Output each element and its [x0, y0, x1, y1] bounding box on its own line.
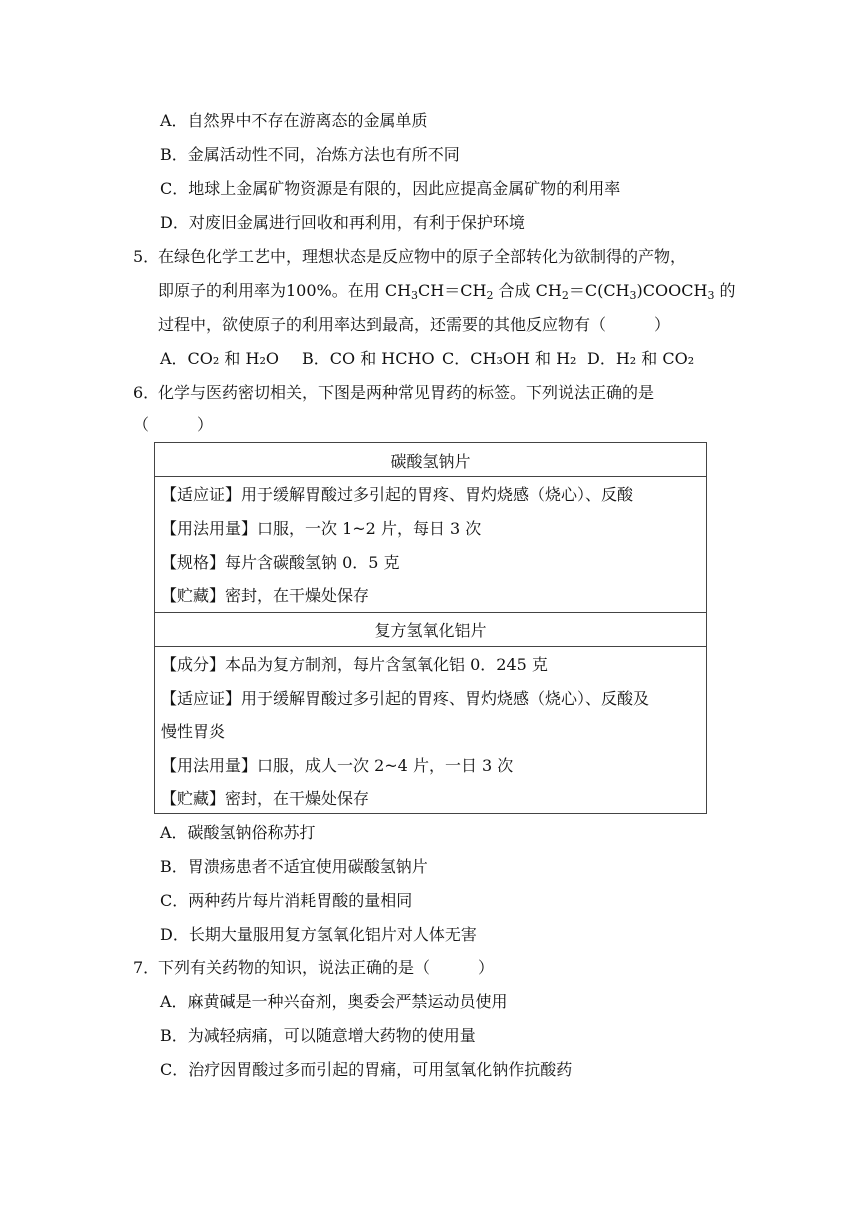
q7-option-a: A．麻黄碱是一种兴奋剂，奥委会严禁运动员使用 [160, 992, 508, 1011]
q5-stem-line3: 过程中，欲使原子的利用率达到最高，还需要的其他反应物有（ ） [158, 315, 671, 334]
label1-indication: 【适应证】用于缓解胃酸过多引起的胃疼、胃灼烧感（烧心）、反酸 [161, 485, 634, 504]
label2-indication-line2: 慢性胃炎 [161, 722, 226, 741]
q5-stem-line1: 在绿色化学工艺中，理想状态是反应物中的原子全部转化为欲制得的产物， [158, 247, 687, 266]
q6-stem-line1: 化学与医药密切相关，下图是两种常见胃药的标签。下列说法正确的是 [158, 383, 655, 402]
q6-option-c: C．两种药片每片消耗胃酸的量相同 [160, 891, 413, 910]
label2-indication-line1: 【适应证】用于缓解胃酸过多引起的胃疼、胃灼烧感（烧心）、反酸及 [161, 689, 650, 708]
q5-stem-line2: 即原子的利用率为100%。在用 $CH_3CH=CH_2$ 合成 $CH_2=C(CH_3)COOCH_3$ 的 [158, 281, 736, 302]
q6-number: 6． [133, 383, 160, 402]
label2-title: 复方氢氧化铝片 [374, 621, 487, 640]
label2-composition: 【成分】本品为复方制剂，每片含氢氧化铝 0．245 克 [161, 655, 548, 674]
q6-stem-line2: （ ） [133, 415, 214, 434]
q5-stem-line2-part3: 合成 CH [498, 281, 562, 300]
q5-stem-line2-part6: 的 [719, 281, 736, 300]
q4-option-c: C．地球上金属矿物资源是有限的，因此应提高金属矿物的利用率 [160, 179, 621, 198]
q7-option-c: C．治疗因胃酸过多而引起的胃痛，可用氢氧化钠作抗酸药 [160, 1060, 573, 1079]
q5-option-d: D．H₂ 和 CO₂ [587, 349, 695, 368]
labels-divider [155, 612, 706, 613]
q5-number: 5． [133, 247, 160, 266]
q5-stem-line2-part2: CH＝CH [418, 281, 487, 300]
label1-usage: 【用法用量】口服，一次 1~2 片，每日 3 次 [161, 519, 482, 538]
label1-storage: 【贮藏】密封，在干燥处保存 [161, 586, 370, 605]
q5-option-a: A．CO₂ 和 H₂O [160, 349, 279, 368]
q4-option-a: A．自然界中不存在游离态的金属单质 [160, 111, 428, 130]
q7-option-b: B．为减轻病痛，可以随意增大药物的使用量 [160, 1026, 476, 1045]
q5-option-c: C．CH₃OH 和 H₂ [442, 349, 577, 368]
q6-option-a: A．碳酸氢钠俗称苏打 [160, 823, 316, 842]
q5-stem-line2-part1: 即原子的利用率为100%。在用 CH [158, 281, 412, 300]
label1-title: 碳酸氢钠片 [390, 452, 471, 471]
q4-option-d: D．对废旧金属进行回收和再利用，有利于保护环境 [160, 213, 525, 232]
q7-stem: 下列有关药物的知识，说法正确的是（ ） [158, 958, 495, 977]
q5-stem-line2-part5: )COOCH [636, 281, 708, 300]
q6-option-b: B．胃溃疡患者不适宜使用碳酸氢钠片 [160, 857, 428, 876]
label2-storage: 【贮藏】密封，在干燥处保存 [161, 789, 370, 808]
q5-stem-line2-part4: ＝C(CH [568, 281, 630, 300]
q5-option-b: B．CO 和 HCHO [302, 349, 435, 368]
medicine-labels-table [154, 442, 707, 814]
q4-option-b: B．金属活动性不同，冶炼方法也有所不同 [160, 145, 460, 164]
label1-spec: 【规格】每片含碳酸氢钠 0．5 克 [161, 553, 400, 572]
label2-title-divider [155, 646, 706, 647]
label2-usage: 【用法用量】口服，成人一次 2~4 片，一日 3 次 [161, 756, 514, 775]
q6-option-d: D．长期大量服用复方氢氧化铝片对人体无害 [160, 925, 477, 944]
q7-number: 7． [133, 958, 160, 977]
label1-title-divider [155, 476, 706, 477]
